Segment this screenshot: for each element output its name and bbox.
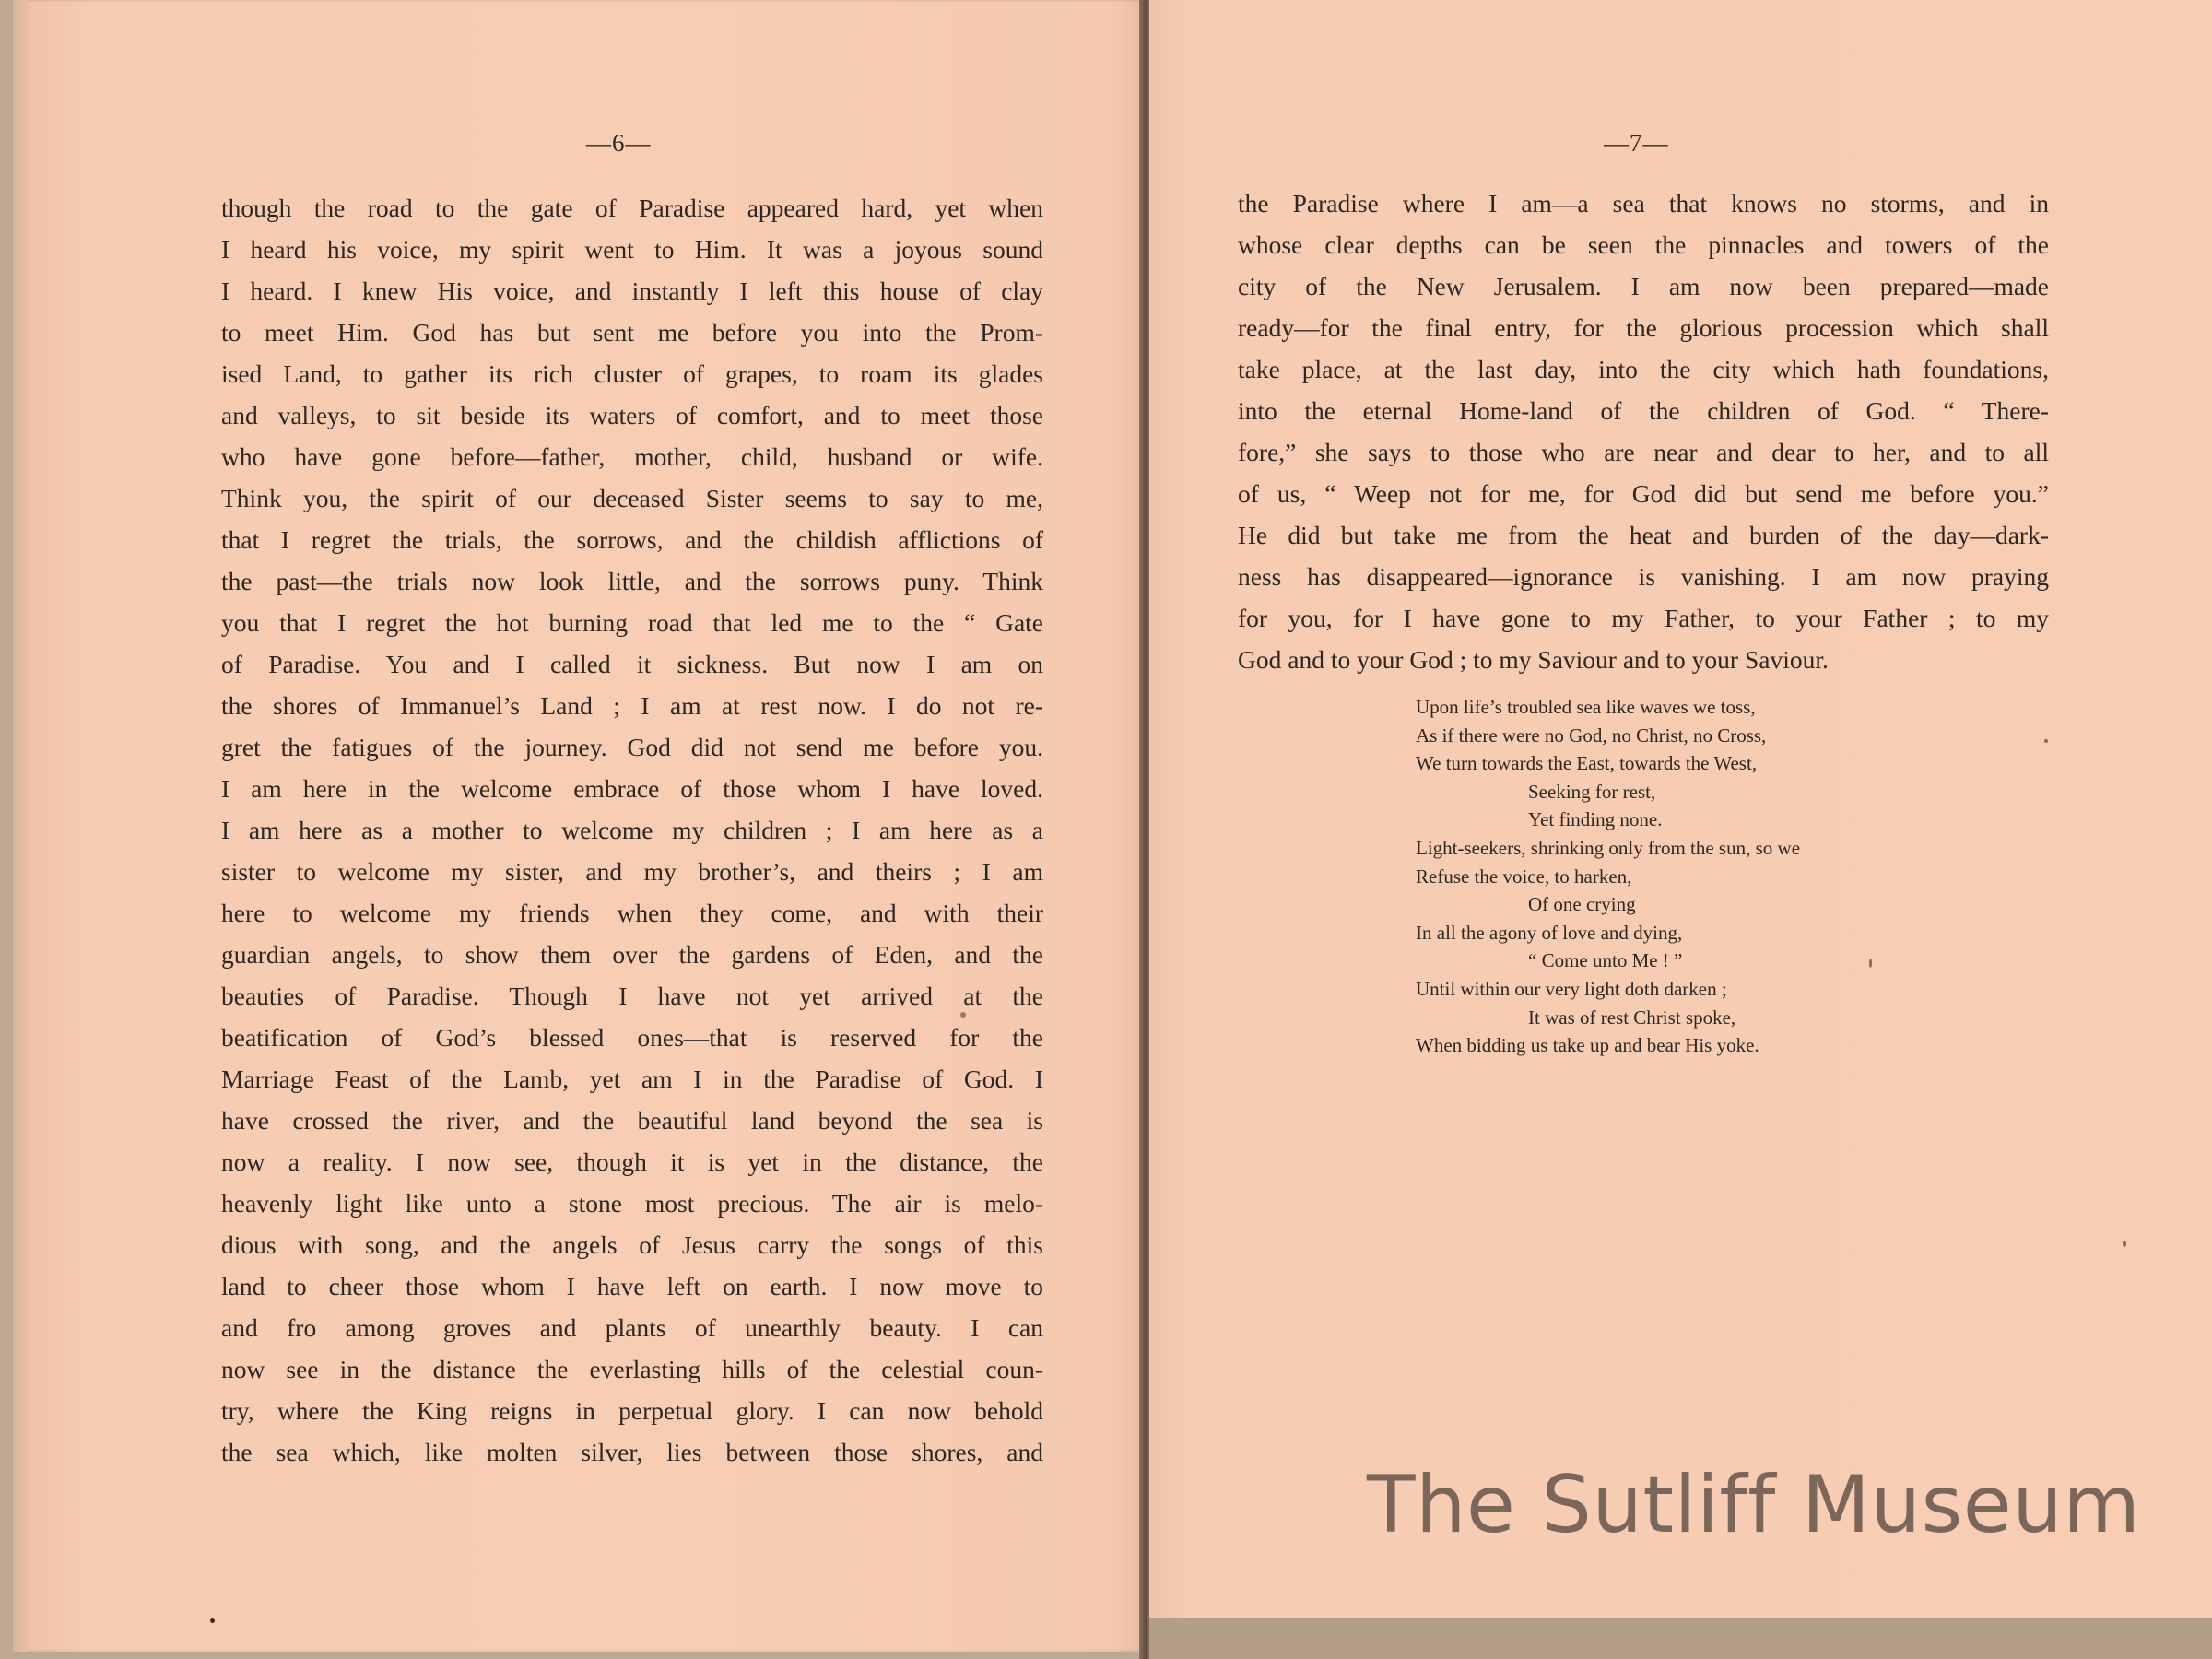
text-line: take place, at the last day, into the city which hath foundations,: [1238, 355, 2049, 383]
poem-line: When bidding us take up and bear His yoke.: [1416, 1034, 1759, 1057]
text-line: fore,” she says to those who are near and dear to her, and to all: [1238, 438, 2049, 466]
text-line: I am here as a mother to welcome my children ; I am here as a: [221, 816, 1043, 844]
text-line: dious with song, and the angels of Jesus carry the songs of this: [221, 1230, 1043, 1259]
text-line: into the eternal Home-land of the children of God. “ There-: [1238, 396, 2049, 425]
paper-speck: [1869, 959, 1872, 968]
text-line: sister to welcome my sister, and my brother’s, and theirs ; I am: [221, 857, 1043, 886]
text-line: the shores of Immanuel’s Land ; I am at rest now. I do not re-: [221, 691, 1043, 720]
text-line: for you, for I have gone to my Father, to your Father ; to my: [1238, 604, 2049, 632]
text-line: that I regret the trials, the sorrows, and the childish afflictions of: [221, 525, 1043, 554]
right-page-body-text: [1238, 182, 2049, 680]
text-line: He did but take me from the heat and burden of the day—dark-: [1238, 521, 2049, 549]
text-line: city of the New Jerusalem. I am now been prepared—made: [1238, 272, 2049, 300]
paper-speck: [210, 1618, 215, 1623]
poem-line: Refuse the voice, to harken,: [1416, 865, 1632, 888]
text-line: to meet Him. God has but sent me before you into the Prom-: [221, 318, 1043, 347]
poem-line: Until within our very light doth darken ;: [1416, 977, 1727, 1000]
text-line: guardian angels, to show them over the gardens of Eden, and the: [221, 940, 1043, 969]
page-number-right: —7—: [1604, 129, 1669, 157]
text-line: have crossed the river, and the beautiful land beyond the sea is: [221, 1106, 1043, 1135]
poem-line: Upon life’s troubled sea like waves we toss,: [1416, 696, 1756, 718]
text-line: though the road to the gate of Paradise appeared hard, yet when: [221, 194, 1043, 222]
paper-speck: [960, 1012, 966, 1018]
scanner-bed-strip: [1149, 1618, 2212, 1659]
text-line: ised Land, to gather its rich cluster of grapes, to roam its glades: [221, 359, 1043, 388]
museum-watermark: The Sutliff Museum: [1367, 1459, 2141, 1551]
left-page-body-text: [221, 187, 1043, 1473]
text-line: heavenly light like unto a stone most precious. The air is melo-: [221, 1189, 1043, 1218]
poem-line: Yet finding none.: [1528, 808, 1663, 831]
text-line: ready—for the final entry, for the glorious procession which shall: [1238, 313, 2049, 342]
poem-line: It was of rest Christ spoke,: [1528, 1006, 1736, 1029]
text-line: and valleys, to sit beside its waters of comfort, and to meet those: [221, 401, 1043, 429]
text-line: here to welcome my friends when they come, and with their: [221, 899, 1043, 927]
text-line: you that I regret the hot burning road that led me to the “ Gate: [221, 608, 1043, 637]
text-line: God and to your God ; to my Saviour and to your Saviour.: [1238, 645, 1829, 674]
text-line: and fro among groves and plants of unearthly beauty. I can: [221, 1313, 1043, 1342]
poem-line: “ Come unto Me ! ”: [1528, 949, 1683, 972]
text-line: who have gone before—father, mother, child, husband or wife.: [221, 442, 1043, 471]
text-line: try, where the King reigns in perpetual glory. I can now behold: [221, 1396, 1043, 1425]
poem-line: In all the agony of love and dying,: [1416, 921, 1683, 944]
text-line: now see in the distance the everlasting hills of the celestial coun-: [221, 1355, 1043, 1383]
text-line: gret the fatigues of the journey. God did not send me before you.: [221, 733, 1043, 761]
paper-speck: [2044, 739, 2048, 743]
text-line: of us, “ Weep not for me, for God did but send me before you.”: [1238, 479, 2049, 508]
text-line: beauties of Paradise. Though I have not yet arrived at the: [221, 982, 1043, 1010]
text-line: Marriage Feast of the Lamb, yet am I in the Paradise of God. I: [221, 1065, 1043, 1093]
text-line: of Paradise. You and I called it sickness. But now I am on: [221, 650, 1043, 678]
text-line: I am here in the welcome embrace of those whom I have loved.: [221, 774, 1043, 803]
text-line: I heard his voice, my spirit went to Him. It was a joyous sound: [221, 235, 1043, 264]
text-line: I heard. I knew His voice, and instantly I left this house of clay: [221, 276, 1043, 305]
text-line: the sea which, like molten silver, lies between those shores, and: [221, 1438, 1043, 1466]
page-number-left: —6—: [586, 129, 652, 157]
poem-line: Seeking for rest,: [1528, 780, 1656, 803]
poem-line: We turn towards the East, towards the West,: [1416, 752, 1758, 775]
text-line: now a reality. I now see, though it is yet in the distance, the: [221, 1147, 1043, 1176]
poem-line: Light-seekers, shrinking only from the sun, so we: [1416, 836, 1801, 859]
text-line: whose clear depths can be seen the pinnacles and towers of the: [1238, 230, 2049, 259]
text-line: Think you, the spirit of our deceased Sister seems to say to me,: [221, 484, 1043, 512]
poem-line: As if there were no God, no Christ, no Cross,: [1416, 724, 1767, 747]
text-line: the Paradise where I am—a sea that knows no storms, and in: [1238, 189, 2049, 218]
poem-line: Of one crying: [1528, 893, 1636, 916]
poem-block: [1416, 693, 1969, 1060]
text-line: land to cheer those whom I have left on earth. I now move to: [221, 1272, 1043, 1300]
text-line: beatification of God’s blessed ones—that is reserved for the: [221, 1023, 1043, 1052]
text-line: ness has disappeared—ignorance is vanishing. I am now praying: [1238, 562, 2049, 591]
paper-speck: [2123, 1241, 2126, 1247]
text-line: the past—the trials now look little, and the sorrows puny. Think: [221, 567, 1043, 595]
